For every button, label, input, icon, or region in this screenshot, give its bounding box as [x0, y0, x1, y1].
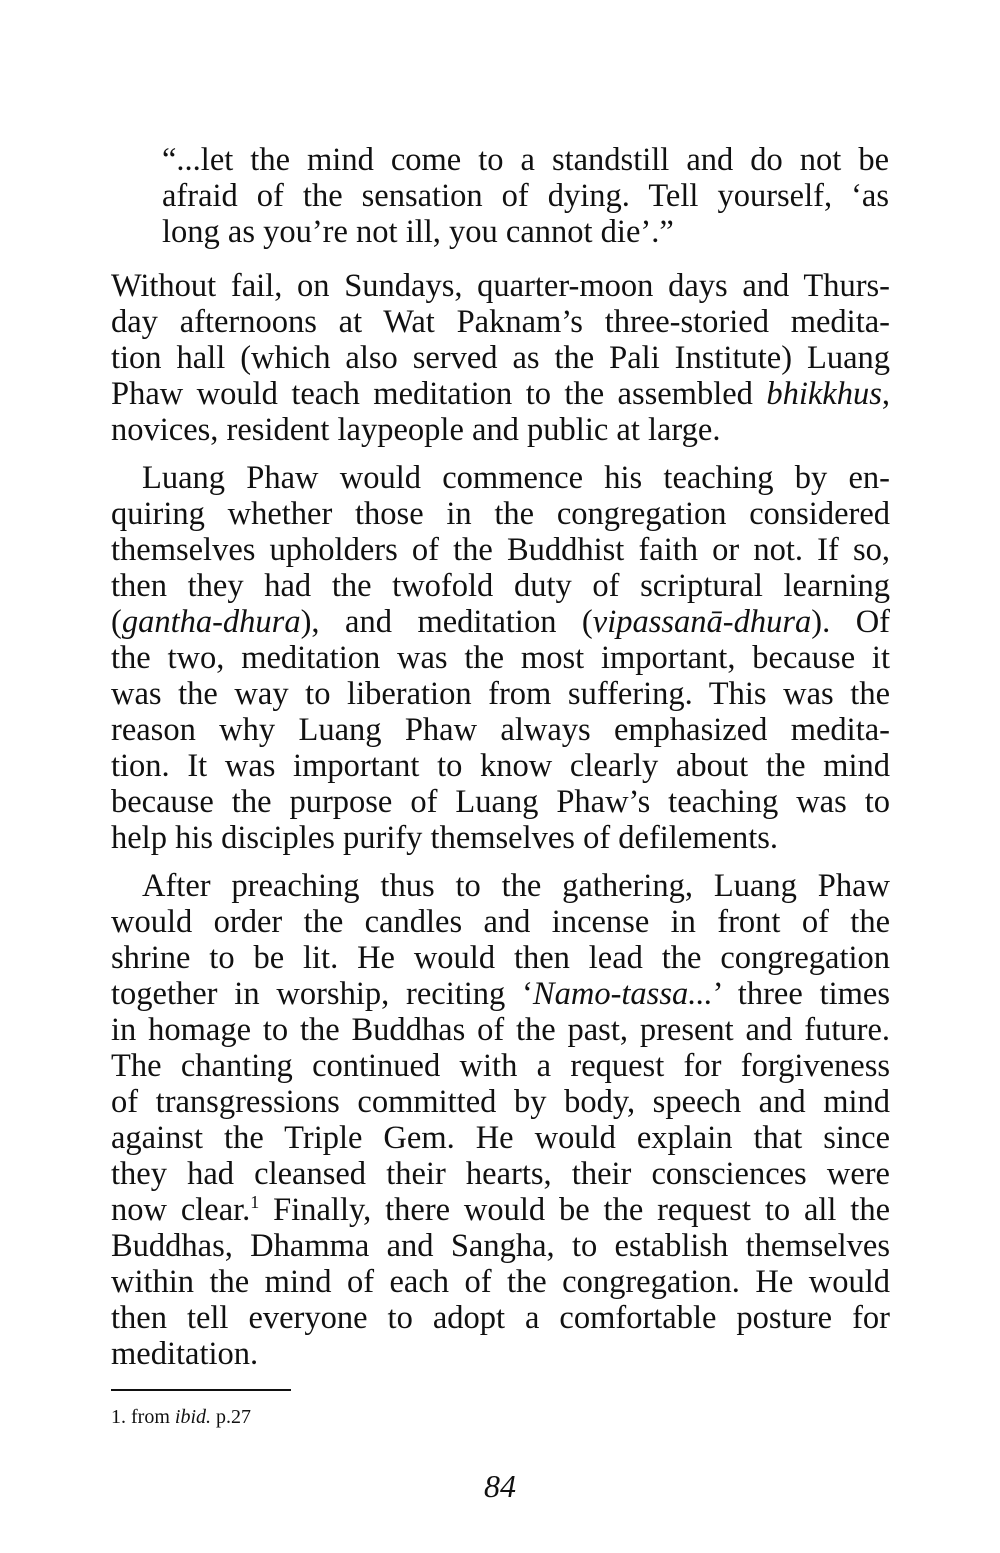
text-line: together in worship, reciting ‘Namo-tassa...’ three times: [111, 976, 890, 1012]
text-line: was the way to liberation from suffering. This was the: [111, 676, 890, 712]
text-line: because the purpose of Luang Phaw’s teaching was to: [111, 784, 890, 820]
footnote-number: 1.: [111, 1406, 126, 1428]
italic-term-gantha-dhura: gantha-dhura: [121, 604, 301, 640]
text-line: they had cleansed their hearts, their consciences were: [111, 1156, 890, 1192]
footnote-ibid: ibid.: [174, 1406, 212, 1428]
text-line: in homage to the Buddhas of the past, present and future.: [111, 1012, 890, 1048]
text-line: (gantha-dhura), and meditation (vipassanā-dhura). Of: [111, 604, 890, 640]
italic-term-bhikkhus: bhikkhus: [766, 376, 882, 412]
text-line: reason why Luang Phaw always emphasized medita-: [111, 712, 890, 748]
text-line: day afternoons at Wat Paknam’s three-storied medita-: [111, 304, 890, 340]
text-line: shrine to be lit. He would then lead the congregation: [111, 940, 890, 976]
italic-term-vipassana-dhura: vipassanā-dhura: [592, 604, 812, 640]
footnote-divider: [111, 1389, 291, 1391]
text-line: then they had the twofold duty of scriptural learning: [111, 568, 890, 604]
text-line: within the mind of each of the congregation. He would: [111, 1264, 890, 1300]
text-line: would order the candles and incense in front of the: [111, 904, 890, 940]
text-line: tion hall (which also served as the Pali Institute) Luang: [111, 340, 890, 376]
quote-line: long as you’re not ill, you cannot die’.”: [162, 214, 674, 250]
text-line: the two, meditation was the most important, because it: [111, 640, 890, 676]
text-line: then tell everyone to adopt a comfortable posture for: [111, 1300, 890, 1336]
text-line: against the Triple Gem. He would explain that since: [111, 1120, 890, 1156]
text-line: Without fail, on Sundays, quarter-moon days and Thurs-: [111, 268, 890, 304]
italic-term-namo-tassa: Namo-tassa...: [532, 976, 713, 1012]
text-line: of transgressions committed by body, speech and mind: [111, 1084, 890, 1120]
text-line: themselves upholders of the Buddhist faith or not. If so,: [111, 532, 890, 568]
text-line: After preaching thus to the gathering, Luang Phaw: [142, 868, 890, 904]
footnote-reference[interactable]: 1: [250, 1192, 260, 1213]
text-line: Luang Phaw would commence his teaching by en-: [142, 460, 890, 496]
text-line: help his disciples purify themselves of defilements.: [111, 820, 779, 856]
text-line: quiring whether those in the congregation considered: [111, 496, 890, 532]
text-line: tion. It was important to know clearly about the mind: [111, 748, 890, 784]
quote-line: afraid of the sensation of dying. Tell yourself, ‘as: [162, 178, 889, 214]
text-line: meditation.: [111, 1336, 259, 1372]
text-line: Buddhas, Dhamma and Sangha, to establish themselves: [111, 1228, 890, 1264]
text-line: Phaw would teach meditation to the assembled bhikkhus,: [111, 376, 890, 412]
quote-line: “...let the mind come to a standstill and do not be: [162, 142, 889, 178]
page-number: 84: [484, 1468, 516, 1504]
text-line: novices, resident laypeople and public at large.: [111, 412, 721, 448]
text-line: now clear.$^1$ Finally, there would be the request to all the: [111, 1192, 890, 1228]
footnote: 1. from ibid. p.27: [111, 1406, 252, 1428]
text-line: The chanting continued with a request for forgiveness: [111, 1048, 890, 1084]
